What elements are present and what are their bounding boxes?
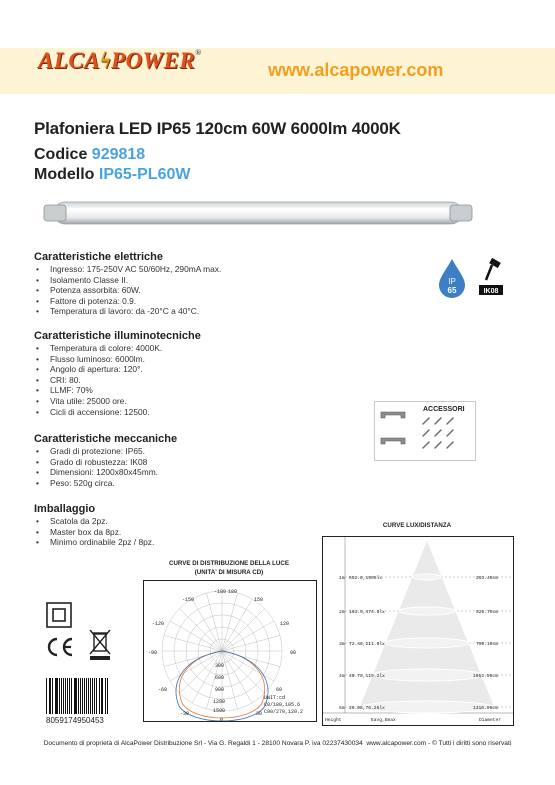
svg-text:40.78,119.2lx: 40.78,119.2lx <box>349 674 385 679</box>
list-item: • Temperatura di lavoro: da -20°C a 40°C. <box>34 306 221 317</box>
section-title-packaging: Imballaggio <box>34 503 96 515</box>
svg-text:263.40cm: 263.40cm <box>476 576 499 581</box>
svg-text:3m: 3m <box>339 642 345 647</box>
list-item: • Dimensioni: 1200x80x45mm. <box>34 467 158 478</box>
svg-text:1316.99cm: 1316.99cm <box>473 706 498 711</box>
svg-text:526.79cm: 526.79cm <box>476 610 499 615</box>
list-item: • Master box da 8pz. <box>34 527 154 538</box>
svg-text:IP: IP <box>448 277 456 286</box>
svg-text:90: 90 <box>290 650 297 656</box>
electrical-list <box>34 264 221 317</box>
svg-text:-90: -90 <box>148 650 158 656</box>
svg-text:65: 65 <box>447 286 457 295</box>
polar-chart-title: CURVE DI DISTRIBUZIONE DELLA LUCE <box>169 560 289 567</box>
svg-text:5m: 5m <box>339 706 345 711</box>
svg-text:UNIT:cd: UNIT:cd <box>264 695 286 701</box>
svg-text:-150: -150 <box>182 597 195 603</box>
list-item: • Flusso luminoso: 6000lm. <box>34 354 162 365</box>
website-link[interactable]: www.alcapower.com <box>268 60 444 80</box>
svg-text:-30: -30 <box>180 711 190 717</box>
list-item: • Scatola da 2pz. <box>34 516 154 527</box>
svg-text:600: 600 <box>215 675 225 681</box>
barcode-number: 8059174950453 <box>46 716 104 725</box>
footer-website-link[interactable]: www.alcapower.com <box>366 740 427 747</box>
svg-text:1500: 1500 <box>213 708 226 714</box>
list-item: • Ingresso: 175-250V AC 50/60Hz, 290mA max. <box>34 264 221 275</box>
product-lamp-image <box>40 198 476 228</box>
svg-text:60: 60 <box>276 687 283 693</box>
list-item: • Gradi di protezione: IP65. <box>34 446 158 457</box>
accessories-label: ACCESSORI <box>423 406 465 413</box>
svg-text:1200: 1200 <box>213 699 226 705</box>
svg-text:150: 150 <box>254 597 264 603</box>
ip65-water-drop-icon <box>438 258 466 298</box>
product-model: Modello IP65-PL60W <box>34 166 191 183</box>
list-item: • Isolamento Classe II. <box>34 275 221 286</box>
list-item: • Grado di robustezza: IK08 <box>34 457 158 468</box>
lux-chart-title: CURVE LUX/DISTANZA <box>382 522 452 529</box>
polar-chart-frame <box>143 580 317 722</box>
class-ii-double-square-icon <box>46 602 72 628</box>
svg-text:C0/180,105.6: C0/180,105.6 <box>264 702 301 708</box>
svg-text:IK08: IK08 <box>483 288 499 295</box>
svg-text:300: 300 <box>215 663 225 669</box>
svg-text:C90/270,120.2: C90/270,120.2 <box>264 709 304 715</box>
list-item: • Cicli di accensione: 12500. <box>34 407 162 418</box>
list-item: • Peso: 520g circa. <box>34 478 158 489</box>
weee-crossed-bin-icon <box>88 627 112 661</box>
svg-text:2m: 2m <box>339 610 345 615</box>
svg-text:72.48,211.6lx: 72.48,211.6lx <box>349 642 385 647</box>
accessories-panel <box>374 401 476 461</box>
lux-distance-chart <box>323 537 513 725</box>
packaging-list <box>34 516 154 548</box>
svg-text:1053.59cm: 1053.59cm <box>473 674 498 679</box>
ik08-hammer-icon <box>478 258 504 296</box>
section-title-mechanical: Caratteristiche meccaniche <box>34 433 178 445</box>
list-item: • Angolo di apertura: 120°. <box>34 364 162 375</box>
list-item: • Temperatura di colore: 4000K. <box>34 343 162 354</box>
polar-chart-subtitle: (UNITA' DI MISURA CD) <box>194 569 264 576</box>
brand-logo: ALCAϟPOWER® <box>38 48 202 73</box>
svg-text:-180: -180 <box>214 589 227 595</box>
svg-text:-60: -60 <box>158 687 168 693</box>
svg-text:900: 900 <box>215 687 225 693</box>
list-item: • CRI: 80. <box>34 375 162 386</box>
list-item: • Minimo ordinabile 2pz / 8pz. <box>34 537 154 548</box>
svg-text:0: 0 <box>220 717 224 721</box>
svg-text:26.08,76.26lx: 26.08,76.26lx <box>349 706 385 711</box>
barcode-bars <box>46 678 108 714</box>
svg-text:163.5,474.6lx: 163.5,474.6lx <box>349 610 385 615</box>
barcode <box>46 678 108 714</box>
mechanical-list <box>34 446 158 488</box>
polar-chart <box>144 581 316 721</box>
lux-chart-frame <box>322 536 514 726</box>
lighting-list <box>34 343 162 417</box>
mounting-clips-and-screws-icon <box>377 404 473 458</box>
ce-mark-icon <box>44 636 74 658</box>
svg-text:30: 30 <box>256 711 263 717</box>
product-title: Plafoniera LED IP65 120cm 60W 6000lm 4000K <box>34 119 401 138</box>
svg-text:1m: 1m <box>339 576 345 581</box>
product-code: Codice 929818 <box>34 146 146 163</box>
list-item: • Potenza assorbita: 60W. <box>34 285 221 296</box>
footer-text: Documento di proprietà di AlcaPower Distribuzione Srl - Via G. Regaldi 1 - 28100 Novara P. iva 02237430034 www.alcapower.com - © Tutti i diritti sono riservati <box>43 740 512 747</box>
bolt-icon: ϟ <box>100 48 111 73</box>
svg-text:-120: -120 <box>152 621 165 627</box>
svg-text:4m: 4m <box>339 674 345 679</box>
svg-text:790.19cm: 790.19cm <box>476 642 499 647</box>
list-item: • Fattore di potenza: 0.9. <box>34 296 221 307</box>
svg-text:Diameter: Diameter <box>479 718 502 723</box>
svg-text:Eavg,Emax: Eavg,Emax <box>371 718 396 723</box>
svg-text:180: 180 <box>228 589 238 595</box>
svg-text:120: 120 <box>280 621 290 627</box>
section-title-lighting: Caratteristiche illuminotecniche <box>34 330 201 342</box>
list-item: • LLMF: 70% <box>34 385 162 396</box>
svg-text:652.0,1995lx: 652.0,1995lx <box>349 576 383 581</box>
svg-text:Height: Height <box>325 718 342 723</box>
section-title-electrical: Caratteristiche elettriche <box>34 251 163 263</box>
list-item: • Vita utile: 25000 ore. <box>34 396 162 407</box>
